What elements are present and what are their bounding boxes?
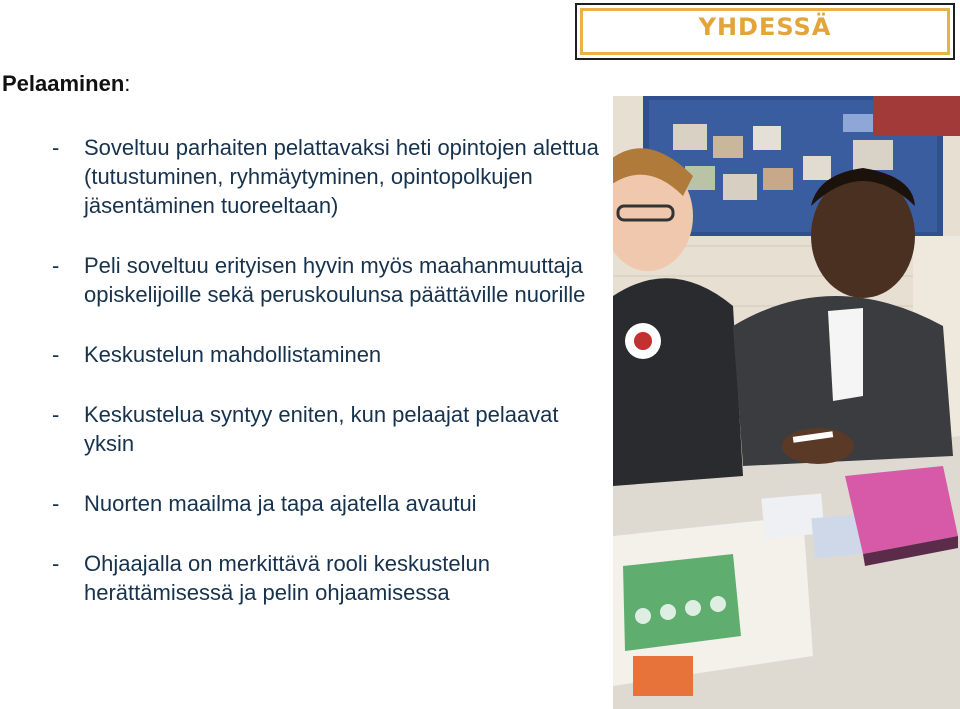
- bullet-list: [40, 133, 600, 638]
- logo-banner: [575, 3, 955, 60]
- list-item: [40, 133, 600, 220]
- bullet-dash: -: [52, 253, 60, 278]
- bullet-text: Soveltuu parhaiten pelattavaksi heti opintojen alettua (tutustuminen, ryhmäytyminen, opintopolkujen jäsentäminen tuoreeltaan): [84, 135, 599, 218]
- bullet-dash: -: [52, 491, 60, 516]
- list-item: [40, 489, 600, 518]
- bullet-text: Peli soveltuu erityisen hyvin myös maahanmuuttaja opiskelijoille sekä peruskoulunsa päättäville nuorille: [84, 253, 586, 307]
- bullet-text: Keskustelun mahdollistaminen: [84, 342, 382, 367]
- bullet-dash: -: [52, 551, 60, 576]
- title-bold: Pelaaminen: [2, 71, 125, 96]
- list-item: [40, 251, 600, 309]
- bullet-dash: -: [52, 402, 60, 427]
- bullet-dash: -: [52, 342, 60, 367]
- bullet-text: Ohjaajalla on merkittävä rooli keskustelun herättämisessä ja pelin ohjaamisessa: [84, 551, 490, 605]
- students-photo: [613, 96, 960, 709]
- list-item: [40, 549, 600, 607]
- logo-text: YHDESSÄ: [698, 13, 832, 41]
- bullet-text: Keskustelua syntyy eniten, kun pelaajat pelaavat yksin: [84, 402, 559, 456]
- bullet-dash: -: [52, 135, 60, 160]
- page-title: [2, 71, 130, 97]
- photo-illustration: [613, 96, 960, 709]
- bullet-text: Nuorten maailma ja tapa ajatella avautui: [84, 491, 477, 516]
- list-item: [40, 400, 600, 458]
- title-colon: :: [124, 71, 131, 96]
- list-item: [40, 340, 600, 369]
